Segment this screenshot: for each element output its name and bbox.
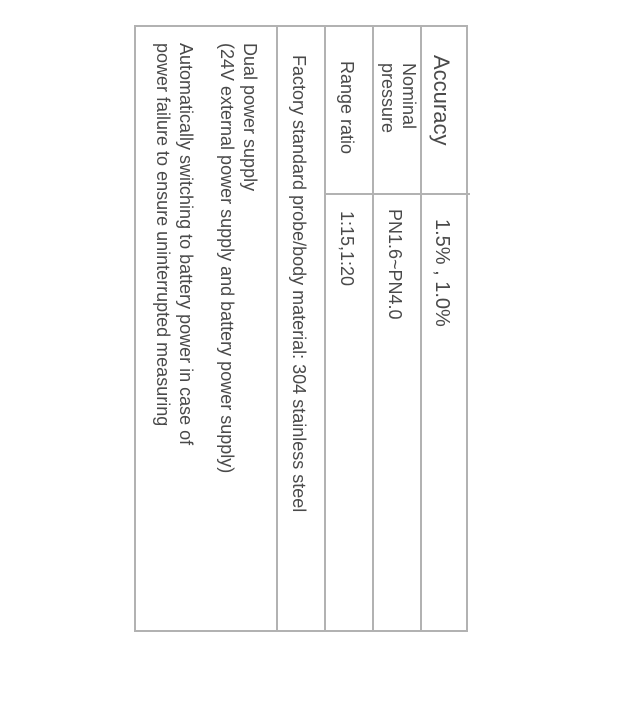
power-line1: Dual power supply [240, 43, 260, 192]
column-divider [324, 193, 470, 195]
power-line4: power failure to ensure uninterrupted measuring [153, 43, 173, 427]
range-ratio-value: 1:15,1:20 [337, 211, 357, 287]
row-divider [276, 27, 278, 630]
accuracy-label: Accuracy [429, 55, 454, 146]
row-divider [372, 27, 374, 630]
nominal-pressure-label-line1: Nominal [399, 63, 419, 130]
nominal-pressure-value: PN1.6~PN4.0 [385, 209, 405, 320]
row-divider [324, 27, 326, 630]
accuracy-value: 1.5% , 1.0% [431, 219, 453, 327]
power-line2: (24V external power supply and battery power supply) [217, 43, 237, 474]
power-line3: Automatically switching to battery power in case of [176, 43, 196, 446]
nominal-pressure-label-line2: pressure [378, 63, 398, 134]
row-divider [420, 27, 422, 630]
material-text: Factory standard probe/body material: 304 stainless steel [289, 55, 309, 513]
spec-table [134, 25, 468, 632]
range-ratio-label: Range ratio [337, 61, 357, 155]
